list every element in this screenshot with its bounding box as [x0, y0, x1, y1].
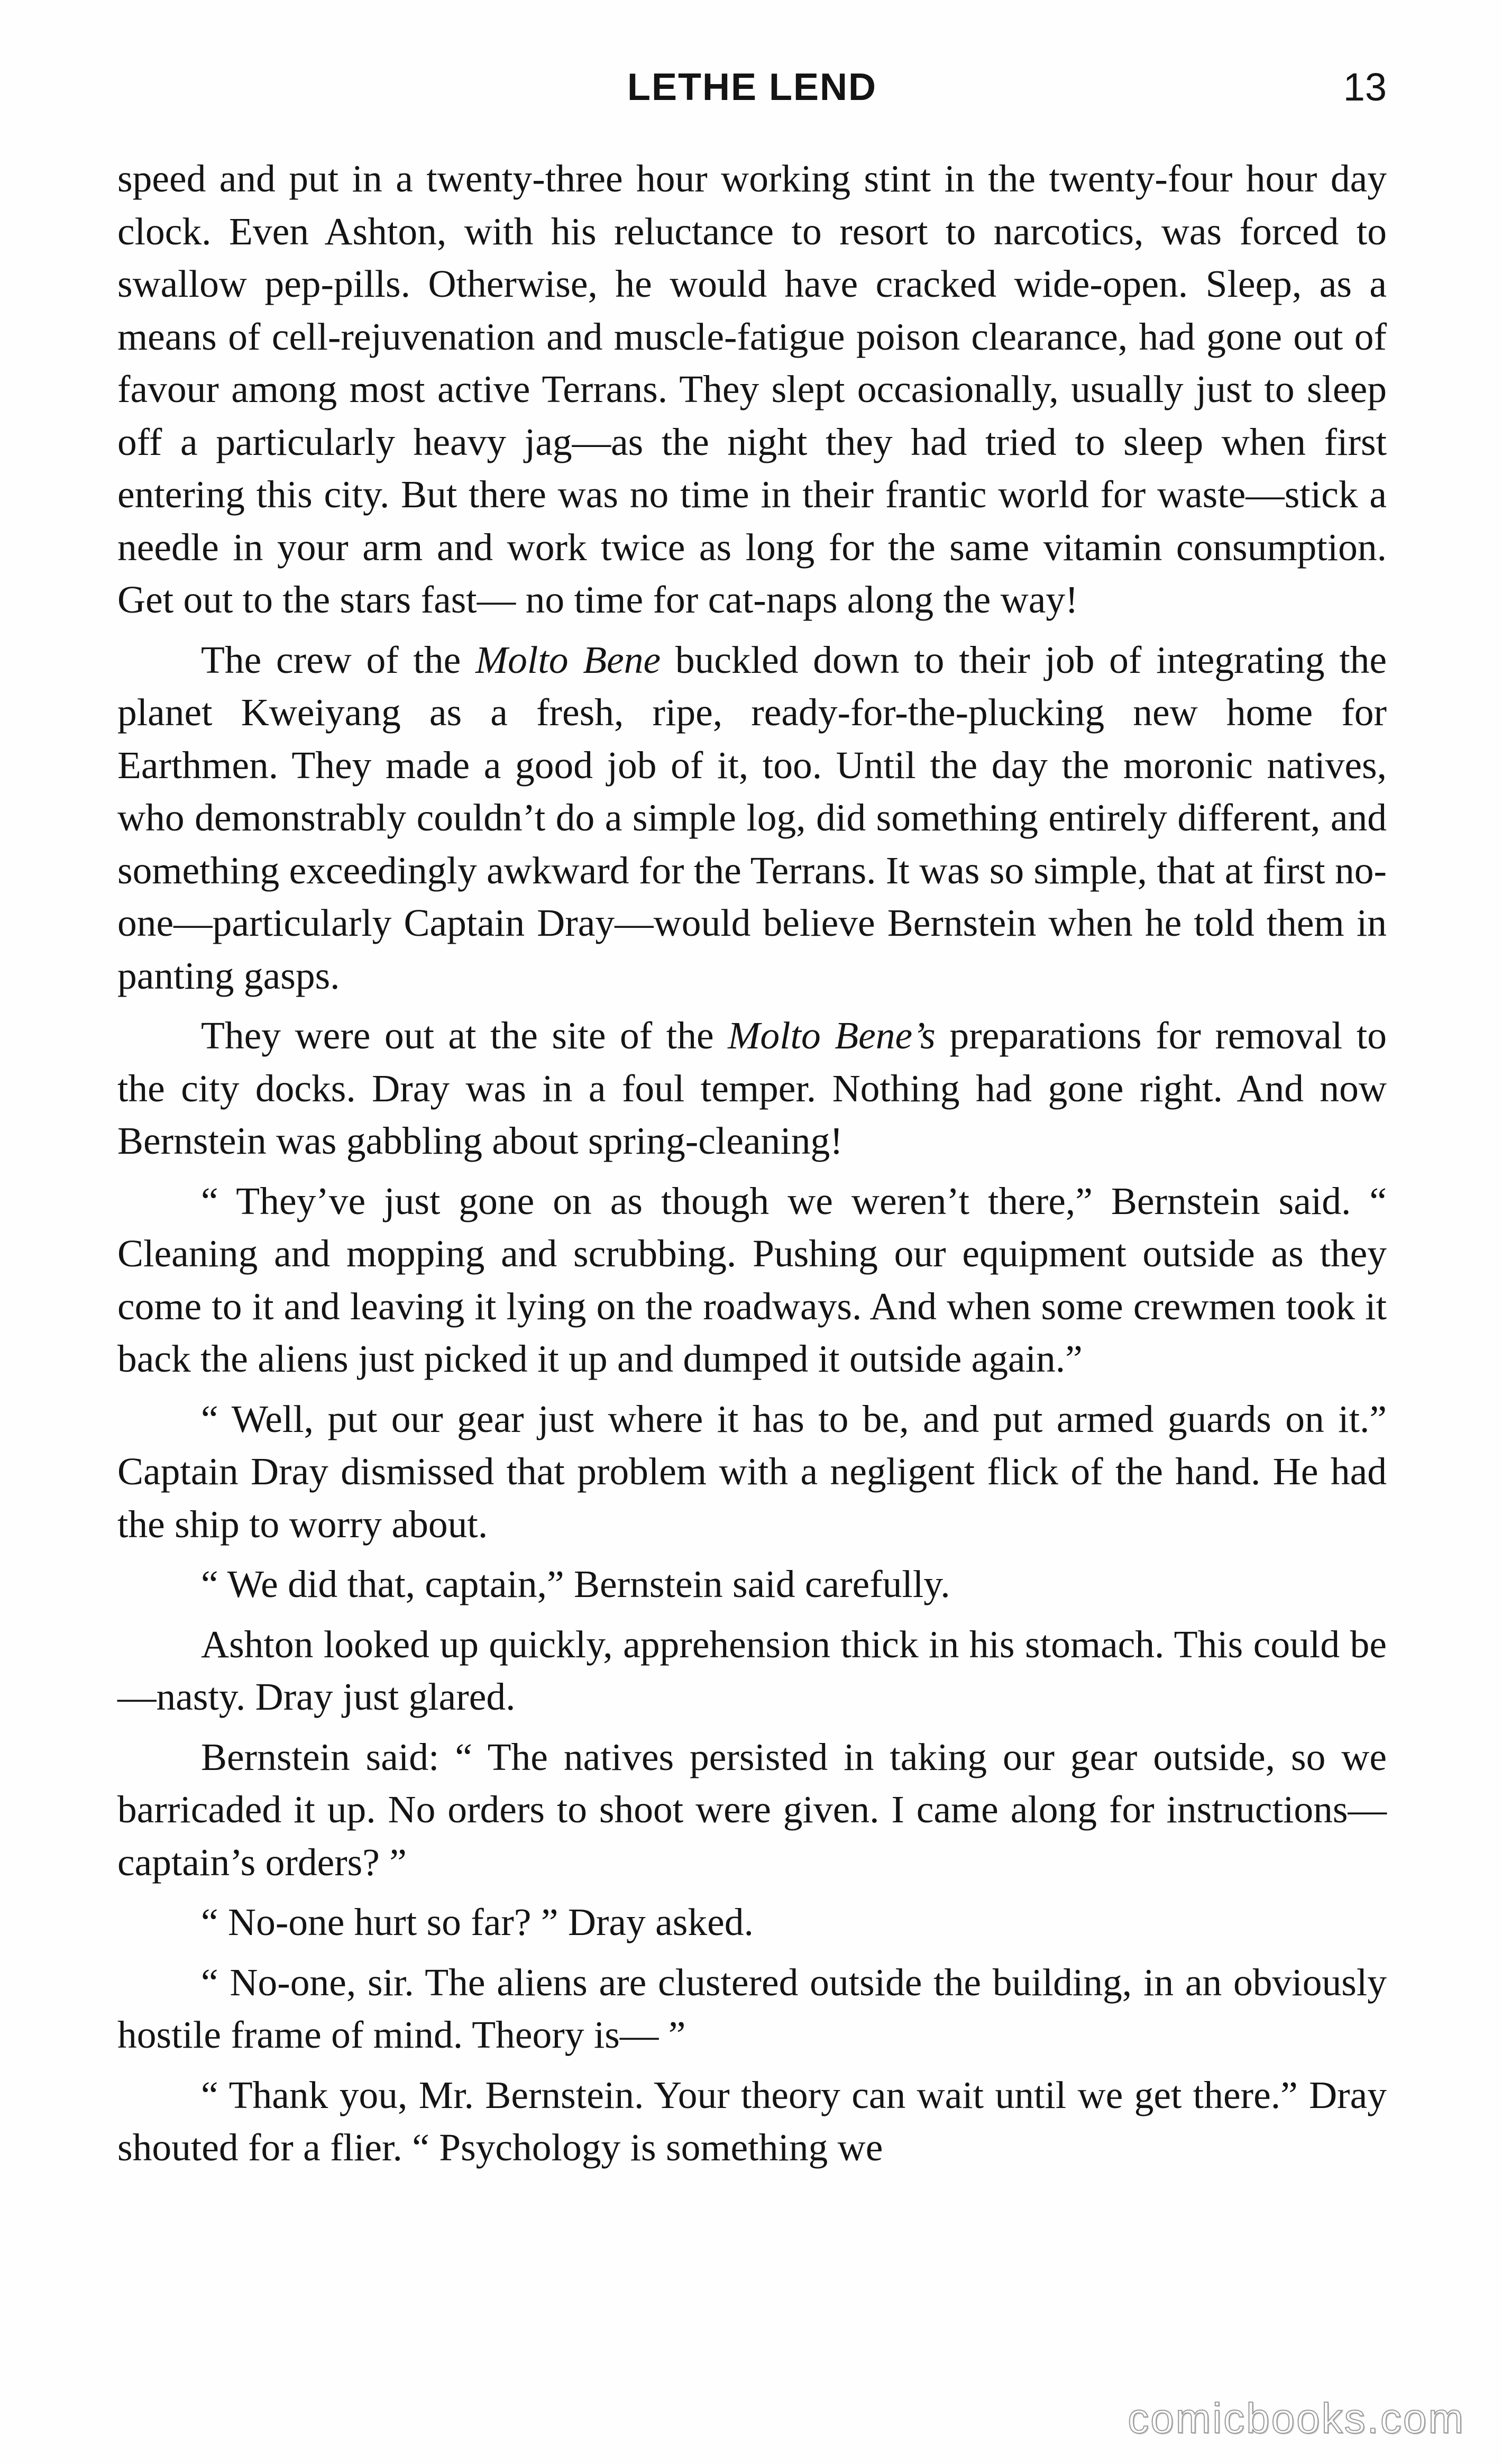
running-title: LETHE LEND [627, 66, 877, 108]
ship-name-italic: Molto Bene’s [728, 1014, 936, 1057]
paragraph-6 [117, 1558, 1387, 1611]
text-run: Ashton looked up quickly, apprehension thick in his stomach. This could be—nasty. Dray just glared. [117, 1622, 1387, 1718]
watermark: comicbooks.com [1128, 2395, 1465, 2442]
text-run: Bernstein said: “ The natives persisted in taking our gear outside, so we barricaded it up. No orders to shoot were given. I came along for instructions—captain’s orders? ” [117, 1735, 1387, 1884]
paragraph-8 [117, 1731, 1387, 1889]
text-run: “ Thank you, Mr. Bernstein. Your theory can wait until we get there.” Dray shouted for a flier. “ Psychology is something we [117, 2073, 1387, 2169]
paragraph-10 [117, 1956, 1387, 2061]
paragraph-4 [117, 1175, 1387, 1385]
text-run: speed and put in a twenty-three hour working stint in the twenty-four hour day clock. Even Ashton, with his reluctance to resort to narcotics, was forced to swallow pep-pills. Otherwise, he would have cracked wide-open. Sleep, as a means of cell-rejuvenation and muscle-fatigue poison clearance, had gone out of favour among most active Terrans. They slept occasionally, usually just to sleep off a particularly heavy jag—as the night they had tried to sleep when first entering this city. But there was no time in their frantic world for waste—stick a needle in your arm and work twice as long for the same vitamin consumption. Get out to the stars fast— no time for cat-naps along the way! [117, 157, 1387, 621]
paragraph-7 [117, 1618, 1387, 1723]
text-run: buckled down to their job of integrating the planet Kweiyang as a fresh, ripe, ready-for-the-plucking new home for Earthmen. They made a good job of it, too. Until the day the moronic natives, who demonstrably couldn’t do a simple log, did something entirely different, and something exceedingly awkward for the Terrans. It was so simple, that at first no-one—particularly Captain Dray—would believe Bernstein when he told them in panting gasps. [117, 638, 1387, 997]
text-run: “ We did that, captain,” Bernstein said carefully. [201, 1563, 950, 1605]
body-text [117, 152, 1387, 2182]
text-run: “ They’ve just gone on as though we weren’t there,” Bernstein said. “ Cleaning and mopping and scrubbing. Pushing our equipment outside as they come to it and leaving it lying on the roadways. And when some crewmen took it back the aliens just picked it up and dumped it outside again.” [117, 1179, 1387, 1380]
paragraph-9 [117, 1896, 1387, 1949]
paragraph-1 [117, 152, 1387, 626]
text-run: “ No-one hurt so far? ” Dray asked. [201, 1901, 754, 1943]
paragraph-3 [117, 1009, 1387, 1167]
text-run: “ Well, put our gear just where it has to be, and put armed guards on it.” Captain Dray dismissed that problem with a negligent flick of the hand. He had the ship to worry about. [117, 1397, 1387, 1546]
paragraph-2 [117, 634, 1387, 1002]
text-run: “ No-one, sir. The aliens are clustered outside the building, in an obviously hostile frame of mind. Theory is— ” [117, 1960, 1387, 2056]
text-run: They were out at the site of the [201, 1014, 728, 1057]
paragraph-5 [117, 1393, 1387, 1551]
ship-name-italic: Molto Bene [475, 638, 661, 681]
page-number: 13 [1343, 65, 1387, 109]
text-run: preparations for removal to the city docks. Dray was in a foul temper. Nothing had gone right. And now Bernstein was gabbling about spring-cleaning! [117, 1014, 1387, 1162]
running-head [117, 58, 1387, 116]
text-run: The crew of the [201, 638, 475, 681]
paragraph-11 [117, 2069, 1387, 2174]
